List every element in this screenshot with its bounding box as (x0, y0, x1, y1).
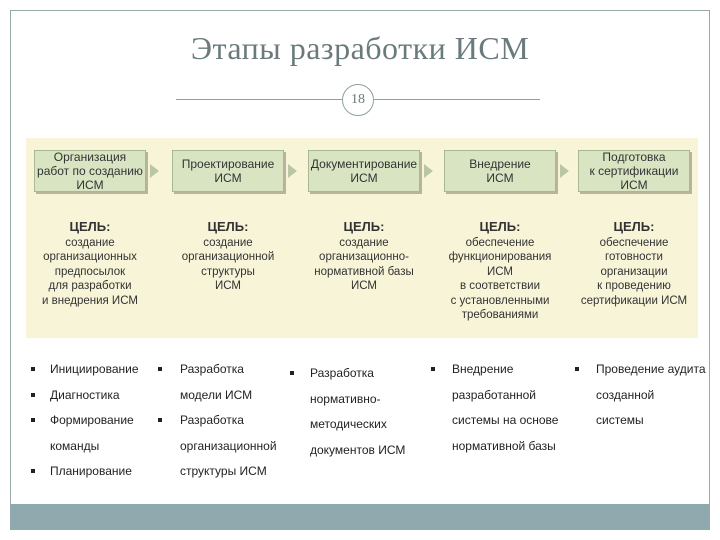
bullet-icon (31, 469, 35, 473)
stage-box-certification (578, 150, 690, 192)
bullet-icon (31, 418, 35, 422)
bullet-icon (31, 393, 35, 397)
list-item: Планирование (50, 464, 132, 478)
bullet-icon (290, 371, 294, 375)
arrow-icon (288, 164, 297, 178)
footer-bar (10, 504, 710, 530)
stage-goal-certification (572, 220, 696, 308)
list-item: организационной (180, 439, 277, 453)
list-item: методических (310, 417, 387, 431)
list-item: разработанной (452, 388, 537, 402)
stage-box-implementation (444, 150, 556, 192)
stage-label: Документирование ИСМ (310, 157, 418, 185)
stage-box-design (172, 150, 284, 192)
arrow-icon (560, 164, 569, 178)
list-item: Внедрение (452, 362, 514, 376)
list-item: Диагностика (50, 388, 120, 402)
bullet-icon (158, 367, 162, 371)
list-item: системы (596, 413, 644, 427)
goal-heading: ЦЕЛЬ: (69, 219, 111, 234)
stage-box-documenting (308, 150, 420, 192)
list-item: нормативной базы (452, 439, 556, 453)
stage-goal-organization (28, 220, 152, 308)
stage-label: Подготовка к сертификации ИСМ (589, 150, 679, 192)
list-item: Разработка (180, 362, 244, 376)
stage-goal-documenting (302, 220, 426, 294)
goal-text: обеспечение функционирования ИСМ в соответствии с установленными требованиями (448, 236, 552, 321)
arrow-icon (150, 164, 159, 178)
stage-label: Организация работ по созданию ИСМ (37, 150, 143, 192)
list-item: структуры ИСМ (180, 464, 267, 478)
list-item: системы на основе (452, 413, 559, 427)
goal-text: создание организационных предпосылок для разработки и внедрения ИСМ (42, 236, 138, 307)
goal-heading: ЦЕЛЬ: (207, 219, 249, 234)
list-item: Инициирование (50, 362, 139, 376)
list-item: Разработка (310, 366, 374, 380)
page-number: 18 (342, 84, 374, 116)
list-item: модели ИСМ (180, 388, 253, 402)
stage-label: Внедрение ИСМ (469, 157, 531, 185)
list-item: Проведение аудита (596, 362, 706, 376)
slide-title: Этапы разработки ИСМ (190, 30, 530, 66)
list-item: Формирование (50, 413, 134, 427)
goal-heading: ЦЕЛЬ: (479, 219, 521, 234)
goal-text: создание организационно- нормативной базы ИСМ (314, 236, 414, 292)
bullet-icon (575, 367, 579, 371)
goal-text: обеспечение готовности организации к проведению сертификации ИСМ (580, 236, 688, 307)
stage-label: Проектирование ИСМ (181, 157, 275, 185)
list-item: Разработка (180, 413, 244, 427)
stage-goal-implementation (438, 220, 562, 323)
title-rule-left (176, 99, 342, 100)
bullet-icon (158, 418, 162, 422)
list-item: документов ИСМ (310, 443, 406, 457)
stages-diagram (26, 138, 698, 338)
goal-heading: ЦЕЛЬ: (613, 219, 655, 234)
arrow-icon (424, 164, 433, 178)
stage-box-organization (34, 150, 146, 192)
bullet-icon (431, 367, 435, 371)
title-rule-right (374, 99, 540, 100)
list-item: созданной (596, 388, 655, 402)
bullet-icon (31, 367, 35, 371)
list-item: команды (50, 439, 100, 453)
goal-text: создание организационной структуры ИСМ (181, 236, 275, 292)
goal-heading: ЦЕЛЬ: (343, 219, 385, 234)
stage-goal-design (166, 220, 290, 294)
list-item: нормативно- (310, 392, 381, 406)
